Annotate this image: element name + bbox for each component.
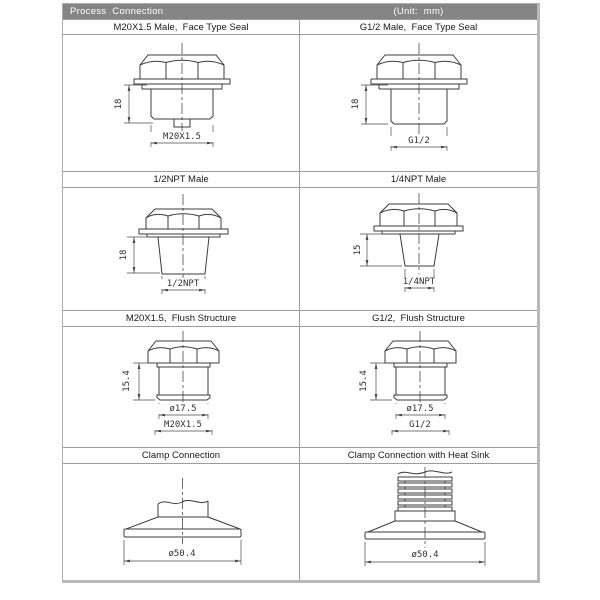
process-connection-table <box>62 3 540 583</box>
dim-label-diameter: ø17.5 <box>151 404 215 414</box>
header-unit: (Unit: mm) <box>393 6 444 17</box>
title-g12-face-seal: G1/2 Male, Face Type Seal <box>359 21 478 33</box>
drawing-clamp-heatsink <box>300 464 537 582</box>
drawing-row-1 <box>63 35 537 171</box>
dim-label-height: 15 <box>353 244 363 256</box>
dim-label-height: 18 <box>114 98 124 110</box>
dim-label-thread: M20X1.5 <box>151 420 215 430</box>
dim-label-height: 18 <box>351 98 361 110</box>
title-row-2 <box>63 171 537 188</box>
title-clamp: Clamp Connection <box>63 448 300 463</box>
drawing-cell-12npt <box>63 188 300 310</box>
drawing-row-3 <box>63 327 537 447</box>
dim-label-thread: 1/2NPT <box>151 279 215 289</box>
dim-label-height: 15.4 <box>122 370 132 392</box>
title-row-1 <box>63 19 537 35</box>
title-14npt: 1/4NPT Male <box>390 174 447 185</box>
title-row-4 <box>63 447 537 464</box>
title-clamp-heatsink: Clamp Connection with Heat Sink <box>347 450 490 461</box>
drawing-14npt-male <box>300 188 537 310</box>
title-12npt: 1/2NPT Male <box>63 172 300 187</box>
header-title: Process Connection <box>70 6 164 17</box>
title-row-3 <box>63 310 537 327</box>
title-g12-flush: G1/2, Flush Structure <box>372 313 465 324</box>
drawing-cell-clamp-heatsink <box>300 464 537 580</box>
drawing-cell-clamp <box>63 464 300 580</box>
drawing-cell-g12-face-seal <box>300 35 537 171</box>
dim-label-height: 15.4 <box>359 370 369 392</box>
drawing-clamp-connection <box>63 464 301 582</box>
drawing-cell-m20-face-seal <box>63 35 300 171</box>
title-m20-flush: M20X1.5, Flush Structure <box>63 311 300 326</box>
drawing-cell-g12-flush <box>300 327 537 447</box>
drawing-12npt-male <box>63 188 301 310</box>
dim-label-thread: G1/2 <box>387 136 451 146</box>
dim-label-thread: G1/2 <box>388 420 452 430</box>
table-header-bar <box>63 4 537 19</box>
drawing-cell-14npt <box>300 188 537 310</box>
dim-label-diameter: ø17.5 <box>388 404 452 414</box>
dim-label-diameter: ø50.4 <box>150 549 214 559</box>
title-m20-face-seal: M20X1.5 Male, Face Type Seal <box>63 20 300 34</box>
dim-label-thread: 1/4NPT <box>387 277 451 287</box>
drawing-row-2 <box>63 188 537 310</box>
drawing-m20x15-face-seal <box>63 35 301 171</box>
dim-label-height: 18 <box>119 249 129 261</box>
dim-label-thread: M20X1.5 <box>150 132 214 142</box>
drawing-g12-face-seal <box>300 35 537 171</box>
dim-label-diameter: ø50.4 <box>393 550 457 560</box>
drawing-cell-m20-flush <box>63 327 300 447</box>
drawing-row-4 <box>63 464 537 580</box>
